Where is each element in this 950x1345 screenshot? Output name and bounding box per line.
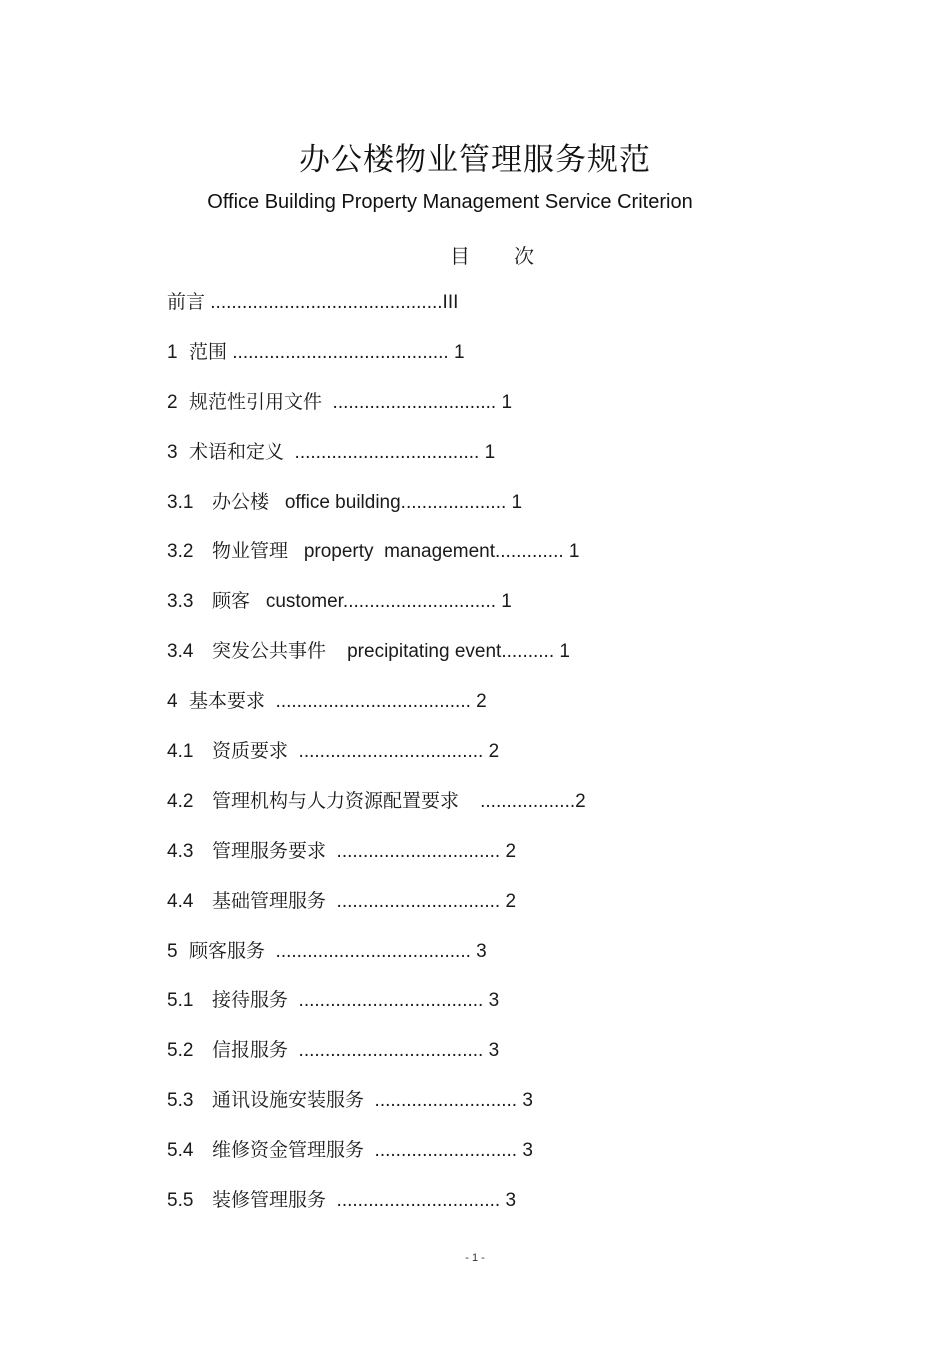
toc-entry-number: 5	[167, 940, 178, 962]
toc-heading-char-1: 目	[450, 244, 470, 268]
toc-heading	[0, 240, 950, 269]
toc-entry[interactable]	[167, 1036, 586, 1086]
document-title-english: Office Building Property Management Service Criterion	[207, 191, 693, 213]
table-of-contents	[167, 288, 586, 1236]
toc-entry[interactable]	[167, 537, 586, 587]
toc-entry-text: 办公楼 office building.................... 1	[212, 491, 523, 513]
toc-entry-text: 接待服务 ................................... 3	[212, 990, 500, 1012]
toc-entry[interactable]	[167, 887, 586, 937]
toc-entry[interactable]	[167, 488, 586, 538]
toc-entry[interactable]	[167, 388, 586, 438]
toc-entry-text: 物业管理 property management............. 1	[212, 541, 580, 563]
toc-entry[interactable]	[167, 637, 586, 687]
toc-entry-number: 5.5	[167, 1190, 194, 1212]
toc-entry[interactable]	[167, 438, 586, 488]
toc-entry-text: 管理机构与人力资源配置要求 ..................2	[212, 790, 586, 812]
toc-entry-number: 3.3	[167, 591, 194, 613]
toc-entry-text: 基础管理服务 ............................... 2	[212, 890, 517, 912]
toc-entry[interactable]	[167, 986, 586, 1036]
toc-entry[interactable]	[167, 288, 586, 338]
toc-entry-number: 3.2	[167, 541, 194, 563]
toc-entry[interactable]	[167, 587, 586, 637]
toc-entry-number: 5.2	[167, 1040, 194, 1062]
toc-entry-number: 4.1	[167, 741, 194, 763]
toc-entry-text: 术语和定义 ................................... 1	[189, 441, 496, 463]
document-title-chinese: 办公楼物业管理服务规范	[299, 142, 651, 178]
toc-entry[interactable]	[167, 787, 586, 837]
toc-entry-number: 1	[167, 341, 178, 363]
toc-entry-text: 维修资金管理服务 ........................... 3	[212, 1140, 533, 1162]
toc-entry-text: 基本要求 ..................................... 2	[189, 691, 487, 713]
toc-entry-text: 装修管理服务 ............................... 3	[212, 1190, 517, 1212]
toc-entry-number: 4.3	[167, 840, 194, 862]
toc-entry-number: 5.1	[167, 990, 194, 1012]
toc-entry[interactable]	[167, 1186, 586, 1236]
toc-entry-number: 4	[167, 691, 178, 713]
toc-entry[interactable]	[167, 737, 586, 787]
toc-entry-text: 规范性引用文件 ............................... 1	[189, 391, 513, 413]
toc-entry[interactable]	[167, 687, 586, 737]
toc-entry-text: 顾客服务 ..................................... 3	[189, 940, 487, 962]
toc-entry-number: 3	[167, 441, 178, 463]
toc-entry-text: 通讯设施安装服务 ........................... 3	[212, 1090, 533, 1112]
toc-entry-number: 3.4	[167, 641, 194, 663]
toc-entry-number: 3.1	[167, 491, 194, 513]
toc-entry-number: 5.4	[167, 1140, 194, 1162]
toc-entry[interactable]	[167, 1086, 586, 1136]
page-number: - 1 -	[465, 1252, 485, 1264]
toc-entry-number: 4.4	[167, 890, 194, 912]
toc-heading-char-2: 次	[514, 244, 534, 268]
toc-entry[interactable]	[167, 937, 586, 987]
toc-entry-text: 前言 ............................................III	[167, 292, 459, 313]
toc-entry-text: 资质要求 ................................... 2	[212, 741, 500, 763]
toc-entry-text: 突发公共事件 precipitating event.......... 1	[212, 641, 570, 663]
toc-entry-number: 2	[167, 391, 178, 413]
toc-entry-text: 管理服务要求 ............................... 2	[212, 840, 517, 862]
toc-entry-text: 范围 ......................................... 1	[189, 341, 465, 363]
toc-entry-text: 顾客 customer............................. 1	[212, 591, 512, 613]
toc-entry[interactable]	[167, 1136, 586, 1186]
toc-entry[interactable]	[167, 837, 586, 887]
toc-entry[interactable]	[167, 338, 586, 388]
toc-entry-number: 5.3	[167, 1090, 194, 1112]
toc-entry-number: 4.2	[167, 790, 194, 812]
toc-entry-text: 信报服务 ................................... 3	[212, 1040, 500, 1062]
